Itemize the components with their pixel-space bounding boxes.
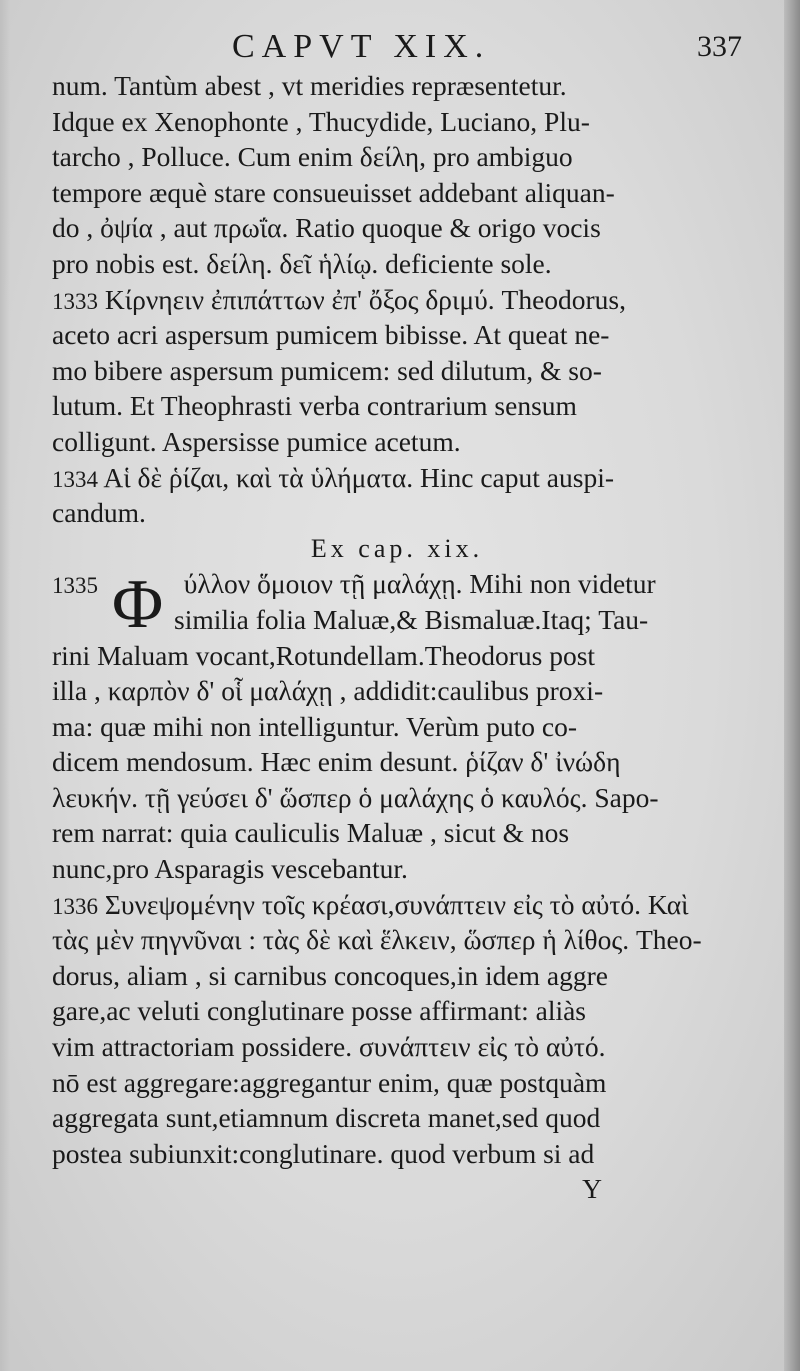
text-line: rem narrat: quia cauliculis Maluæ , sicut & nos	[52, 817, 570, 849]
text-line: aggregata sunt,etiamnum discreta manet,sed quod	[52, 1102, 601, 1134]
entry-text: Αἱ δὲ ῥίζαι, καὶ τὰ ὑλήματα. Hinc caput auspi-	[103, 461, 614, 493]
entry-text: Κίρνηειν ἐπιπάττων ἐπ' ὄξος δριμύ. Theodorus,	[104, 283, 627, 315]
entry-1335	[52, 566, 742, 886]
entry-1333-line-1	[52, 282, 742, 318]
entry-number: 1333	[52, 288, 98, 314]
page-gutter-shadow	[784, 0, 800, 1371]
entry-number: 1335	[52, 573, 98, 599]
entry-1334-line-1	[52, 460, 742, 496]
drop-cap: Φ	[112, 566, 164, 644]
page-number: 337	[697, 30, 742, 63]
page-body	[52, 68, 742, 1207]
text-line: dicem mendosum. Hæc enim desunt. ῥίζαν δ' ἰνώδη	[52, 746, 621, 778]
text-line: gare,ac veluti conglutinare posse affirmant: aliàs	[52, 995, 587, 1027]
text-line: nō est aggregare:aggregantur enim, quæ postquàm	[52, 1066, 607, 1098]
entry-text: ύλλον ὅμοιον τῇ μαλάχῃ. Mihi non videtur	[183, 568, 656, 600]
entry-number: 1334	[52, 466, 98, 492]
text-line: aceto acri aspersum pumicem bibisse. At queat ne-	[52, 319, 610, 351]
text-line: λευκήν. τῇ γεύσει δ' ὥσπερ ὁ μαλάχης ὁ καυλός. Sapo-	[52, 781, 659, 813]
page-header	[52, 28, 742, 72]
text-line: nunc,pro Asparagis vescebantur.	[52, 853, 408, 885]
page-left-edge	[0, 0, 10, 1371]
text-line: tarcho , Polluce. Cum enim δείλη, pro ambiguo	[52, 141, 573, 173]
text-line: lutum. Et Theophrasti verba contrarium sensum	[52, 390, 577, 422]
text-line: Idque ex Xenophonte , Thucydide, Luciano, Plu-	[52, 105, 590, 137]
text-line: τὰς μὲν πηγνῦναι : τὰς δὲ καὶ ἕλκειν, ὥσπερ ἡ λίθος. Theo-	[52, 924, 702, 956]
text-line: postea subiunxit:conglutinare. quod verbum si ad	[52, 1137, 595, 1169]
text-line: tempore æquè stare consueuisset addebant aliquan-	[52, 176, 615, 208]
text-line: colligunt. Aspersisse pumice acetum.	[52, 425, 461, 457]
text-line: ma: quæ mihi non intelliguntur. Verùm puto co-	[52, 710, 578, 742]
text-line: do , ὀψία , aut πρωΐα. Ratio quoque & origo vocis	[52, 212, 601, 244]
entry-1336-line-1	[52, 887, 742, 923]
entry-text: Συνεψομένην τοῖς κρέασι,συνάπτειν εἰς τὸ αὐτό. Καὶ	[104, 888, 689, 920]
section-heading: Ex cap. xix.	[310, 533, 484, 563]
entry-number: 1336	[52, 893, 98, 919]
running-head: CAPVT XIX.	[232, 28, 491, 65]
text-line: num. Tantùm abest , vt meridies repræsentetur.	[52, 70, 567, 101]
entry-1335-line-2: similia folia Maluæ,& Bismaluæ.Itaq; Tau-	[174, 603, 649, 635]
text-line: dorus, aliam , si carnibus concoques,in idem aggre	[52, 959, 608, 991]
catchword: Y	[582, 1173, 602, 1205]
text-line: vim attractoriam possidere. συνάπτειν εἰς τὸ αὐτό.	[52, 1031, 606, 1063]
text-line: pro nobis est. δείλη. δεῖ ἡλίῳ. deficiente sole.	[52, 247, 552, 279]
text-line: candum.	[52, 497, 146, 529]
text-line: rini Maluam vocant,Rotundellam.Theodorus post	[52, 639, 596, 671]
text-line: illa , καρπὸν δ' οἷ μαλάχῃ , addidit:caulibus proxi-	[52, 675, 604, 707]
text-line: mo bibere aspersum pumicem: sed dilutum, & so-	[52, 354, 602, 386]
